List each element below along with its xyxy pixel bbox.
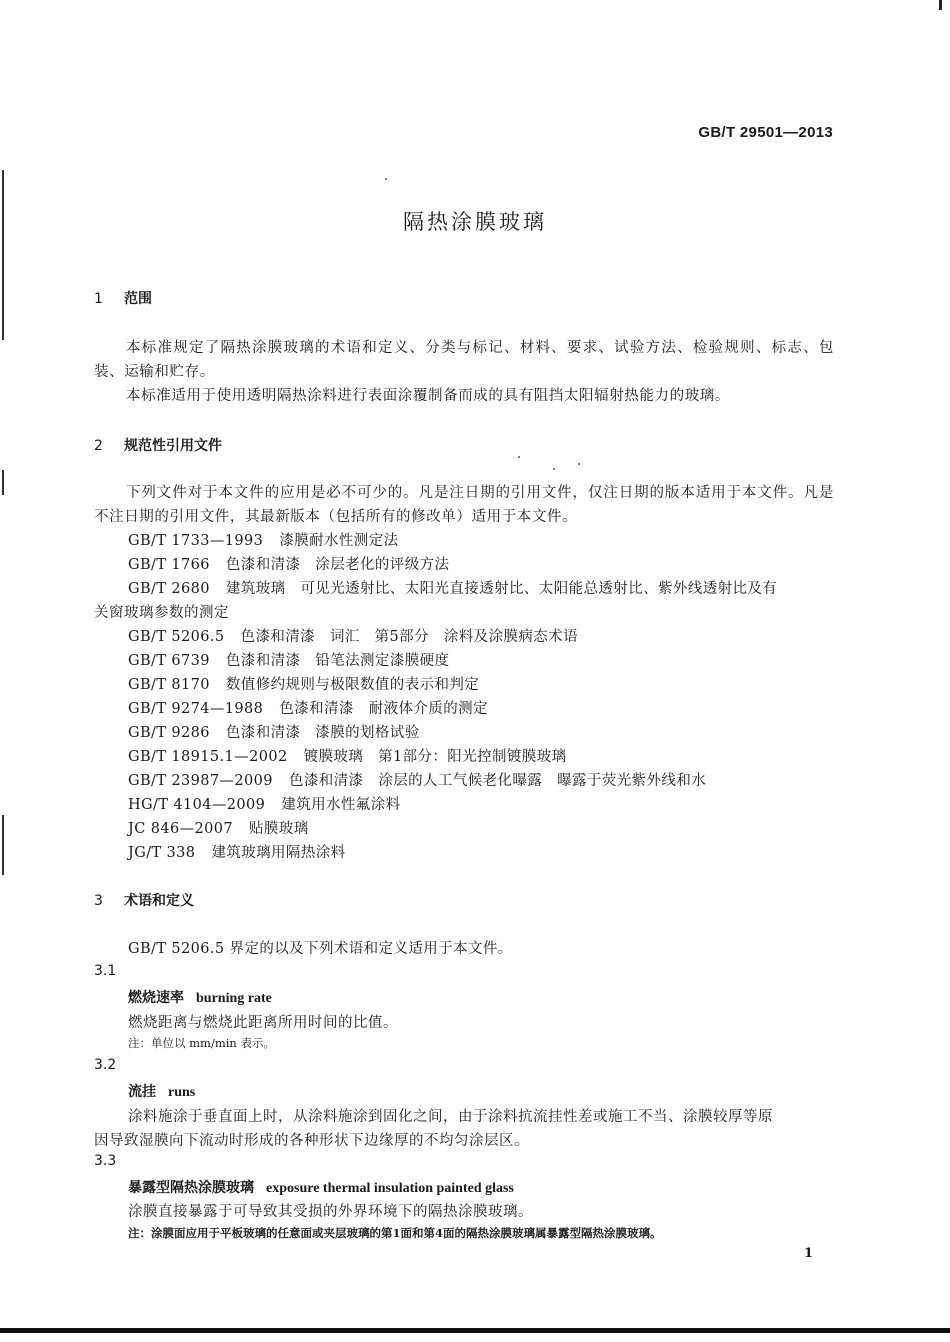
reference-item: HG/T 4104—2009 建筑用水性氟涂料 bbox=[128, 797, 401, 813]
scan-edge-mark bbox=[2, 470, 4, 495]
reference-item: JC 846—2007 贴膜玻璃 bbox=[128, 821, 309, 837]
term-note: 注：单位以 mm/min 表示。 bbox=[128, 1036, 275, 1050]
section-title: 范围 bbox=[124, 291, 152, 307]
standard-code: GB/T 29501—2013 bbox=[698, 124, 833, 141]
reference-item: GB/T 9286 色漆和清漆 漆膜的划格试验 bbox=[128, 725, 420, 741]
reference-item: GB/T 8170 数值修约规则与极限数值的表示和判定 bbox=[128, 677, 480, 693]
section-title: 术语和定义 bbox=[124, 893, 194, 909]
scan-edge-mark bbox=[2, 815, 4, 875]
scan-edge-mark bbox=[2, 170, 4, 340]
scan-speck bbox=[518, 456, 520, 458]
reference-item: GB/T 1766 色漆和清漆 涂层老化的评级方法 bbox=[128, 557, 450, 573]
page-number: 1 bbox=[803, 1246, 813, 1261]
reference-item: GB/T 5206.5 色漆和清漆 词汇 第5部分 涂料及涂膜病态术语 bbox=[128, 629, 578, 645]
reference-item: JG/T 338 建筑玻璃用隔热涂料 bbox=[128, 845, 346, 861]
reference-item: GB/T 2680 建筑玻璃 可见光透射比、太阳光直接透射比、太阳能总透射比、紫外线透射比及有 bbox=[128, 581, 778, 597]
term-heading: 燃烧速率 burning rate bbox=[128, 990, 272, 1006]
section-number: 1 bbox=[94, 291, 103, 307]
section-number: 3 bbox=[94, 893, 103, 909]
document-title: 隔热涂膜玻璃 bbox=[403, 210, 547, 234]
scan-speck bbox=[553, 468, 555, 470]
scan-speck bbox=[578, 463, 580, 465]
term-number: 3.2 bbox=[94, 1057, 117, 1073]
term-definition: 燃烧距离与燃烧此距离所用时间的比值。 bbox=[128, 1015, 398, 1031]
normative-intro: 下列文件对于本文件的应用是必不可少的。凡是注日期的引用文件，仅注日期的版本适用于本文件。凡是不注日期的引用文件，其最新版本（包括所有的修改单）适用于本文件。 bbox=[94, 485, 834, 525]
scan-mark bbox=[939, 0, 942, 10]
reference-item: GB/T 9274—1988 色漆和清漆 耐液体介质的测定 bbox=[128, 701, 488, 717]
section-1-heading bbox=[94, 288, 152, 308]
term-definition-continuation: 因导致湿膜向下流动时形成的各种形状下边缘厚的不均匀涂层区。 bbox=[94, 1133, 529, 1149]
scan-speck bbox=[385, 178, 387, 180]
term-heading: 暴露型隔热涂膜玻璃 exposure thermal insulation painted glass bbox=[128, 1180, 514, 1196]
term-note: 注：涂膜面应用于平板玻璃的任意面或夹层玻璃的第1面和第4面的隔热涂膜玻璃属暴露型隔热涂膜玻璃。 bbox=[128, 1226, 662, 1240]
term-number: 3.3 bbox=[94, 1153, 117, 1169]
term-definition: 涂膜直接暴露于可导致其受损的外界环境下的隔热涂膜玻璃。 bbox=[128, 1204, 533, 1220]
reference-item: GB/T 6739 色漆和清漆 铅笔法测定漆膜硬度 bbox=[128, 653, 450, 669]
section-title: 规范性引用文件 bbox=[124, 438, 222, 454]
term-definition: 涂料施涂于垂直面上时，从涂料施涂到固化之间，由于涂料抗流挂性差或施工不当、涂膜较厚等原 bbox=[128, 1109, 773, 1125]
terms-intro: GB/T 5206.5 界定的以及下列术语和定义适用于本文件。 bbox=[128, 941, 513, 957]
term-heading: 流挂 runs bbox=[128, 1084, 196, 1100]
section-number: 2 bbox=[94, 438, 103, 454]
scope-paragraph-2: 本标准适用于使用透明隔热涂料进行表面涂覆制备而成的具有阻挡太阳辐射热能力的玻璃。 bbox=[126, 388, 730, 404]
page-bottom-rule bbox=[0, 1328, 950, 1333]
section-2-heading bbox=[94, 435, 222, 455]
section-3-heading bbox=[94, 890, 194, 910]
reference-item: GB/T 23987—2009 色漆和清漆 涂层的人工气候老化曝露 曝露于荧光紫外线和水 bbox=[128, 773, 707, 789]
reference-item: GB/T 18915.1—2002 镀膜玻璃 第1部分：阳光控制镀膜玻璃 bbox=[128, 749, 567, 765]
reference-item-continuation: 关窗玻璃参数的测定 bbox=[94, 605, 229, 621]
term-number: 3.1 bbox=[94, 963, 117, 979]
scope-paragraph-1: 本标准规定了隔热涂膜玻璃的术语和定义、分类与标记、材料、要求、试验方法、检验规则、标志、包装、运输和贮存。 bbox=[94, 340, 834, 380]
reference-item: GB/T 1733—1993 漆膜耐水性测定法 bbox=[128, 533, 399, 549]
